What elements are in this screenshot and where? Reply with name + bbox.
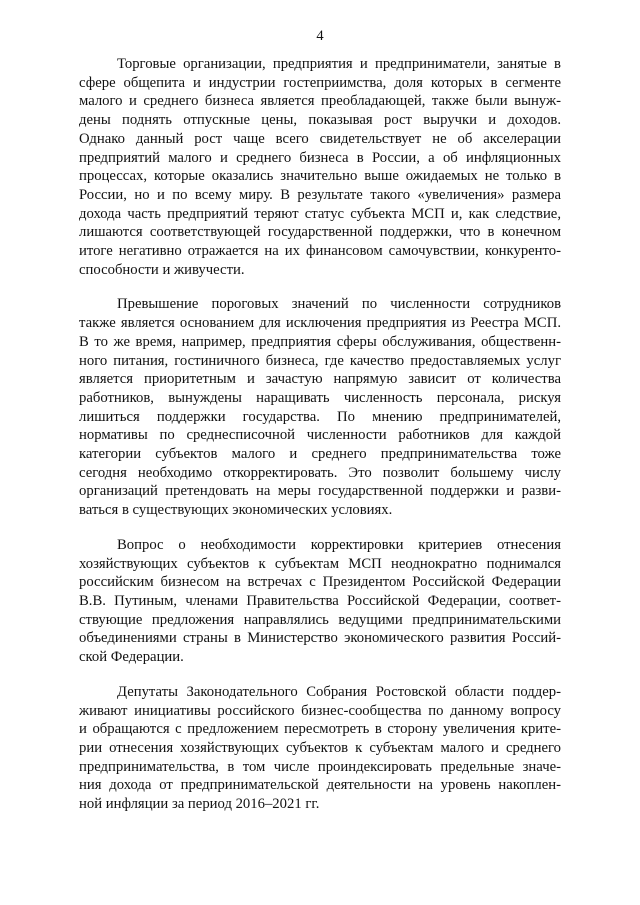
text-line: В то же время, например, предприятия сферы обслуживания, общественн-: [79, 333, 561, 350]
text-line: организаций претендовать на меры государственной поддержки и разви-: [79, 483, 561, 500]
text-line: сегодня необходимо откорректировать. Это позволит большему числу: [79, 464, 561, 481]
paragraph-3: [79, 536, 561, 667]
text-line: категории субъектов малого и среднего предпринимательства тоже: [79, 446, 561, 463]
text-line: малого и среднего бизнеса является преобладающей, также были вынуж-: [79, 93, 561, 110]
text-line: живают инициативы российского бизнес-сообщества по данному вопросу: [79, 702, 561, 719]
text-line: и обращаются с предложением пересмотреть в сторону увеличения крите-: [79, 721, 561, 738]
text-line: способности и живучести.: [79, 261, 245, 278]
page-number: 4: [316, 28, 324, 44]
text-line: дохода часть предприятий теряют статус субъекта МСП и, как следствие,: [79, 205, 561, 222]
text-line: процессах, которые оказались значительно выше ожидаемых не только в: [79, 168, 561, 185]
text-line: Превышение пороговых значений по численности сотрудников: [117, 296, 561, 313]
text-line: Депутаты Законодательного Собрания Ростовской области поддер-: [117, 683, 561, 700]
text-line: также является основанием для исключения предприятия из Реестра МСП.: [79, 315, 561, 332]
paragraph-gap: [79, 667, 561, 683]
text-line: лишаются соответствующей государственной поддержки, что в конечном: [79, 224, 561, 241]
text-line: ской Федерации.: [79, 649, 184, 666]
text-line: рии отнесения хозяйствующих субъектов к субъектам малого и среднего: [79, 739, 561, 756]
text-line: Вопрос о необходимости корректировки критериев отнесения: [117, 536, 561, 553]
text-line: итоге негативно отражается на их финансовом самочувствии, конкуренто-: [79, 243, 561, 260]
text-line: лишиться поддержки государства. По мнению предпринимателей,: [79, 408, 561, 425]
text-line: предпринимательства, в том числе проиндексировать предельные значе-: [79, 758, 561, 775]
text-line: предприятий малого и среднего бизнеса в России, а об инфляционных: [79, 149, 561, 166]
paragraph-2: [79, 295, 561, 519]
text-line: работников, вынуждены наращивать численность персонала, рискуя: [79, 389, 561, 406]
text-line: хозяйствующих субъектов к субъектам МСП неоднократно поднимался: [79, 555, 561, 572]
text-line: Однако данный рост чаще всего свидетельствует не об акселерации: [79, 130, 561, 147]
paragraph-gap: [79, 279, 561, 295]
text-line: ной инфляции за период 2016–2021 гг.: [79, 796, 320, 813]
text-line: Торговые организации, предприятия и предприниматели, занятые в: [117, 56, 561, 72]
text-line: ваться в существующих экономических условиях.: [79, 502, 393, 519]
text-line: сфере общепита и индустрии гостеприимства, доля которых в сегменте: [79, 74, 561, 91]
paragraph-gap: [79, 520, 561, 536]
text-line: России, но и по всему миру. В результате такого «увеличения» размера: [79, 186, 561, 203]
text-line: российским бизнесом на встречах с Президентом Российской Федерации: [79, 574, 561, 591]
text-line: дены поднять отпускные цены, показывая рост выручки и доходов.: [79, 112, 561, 129]
text-line: ного питания, гостиничного бизнеса, где качество предоставляемых услуг: [79, 352, 561, 369]
text-line: В.В. Путиным, членами Правительства Российской Федерации, соответ-: [79, 592, 561, 609]
text-line: ствующие предложения направлялись ведущими предпринимательскими: [79, 611, 561, 628]
text-line: объединениями страны в Министерство экономического развития Россий-: [79, 630, 561, 647]
text-line: является приоритетным и зачастую напрямую зависит от количества: [79, 371, 561, 388]
document-body: [79, 55, 561, 814]
paragraph-1: [79, 55, 561, 279]
text-line: нормативы по среднесписочной численности работников для каждой: [79, 427, 561, 444]
text-line: ния дохода от предпринимательской деятельности на уровень накоплен-: [79, 777, 561, 794]
paragraph-4: [79, 683, 561, 814]
